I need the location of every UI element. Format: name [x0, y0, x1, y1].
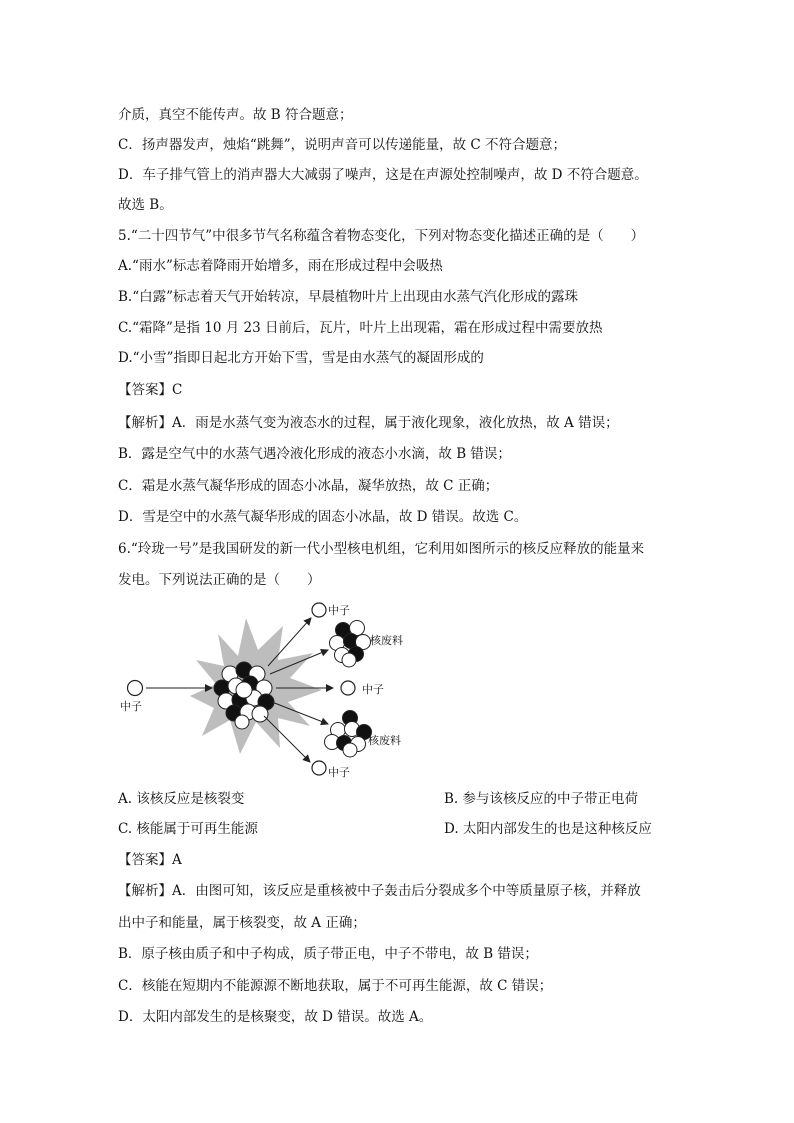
answer-6: 【答案】A	[118, 852, 182, 868]
option-5a: A.“雨水”标志着降雨开始增多，雨在形成过程中会吸热	[118, 258, 443, 274]
waste-upper-label: 核废料	[370, 634, 403, 647]
waste-lower-label: 核废料	[368, 734, 401, 747]
question-6-stem-cont: 发电。下列说法正确的是（ ）	[118, 572, 321, 588]
option-6d: D. 太阳内部发生的也是这种核反应	[444, 821, 652, 837]
question-5-stem: 5.“二十四节气”中很多节气名称蕴含着物态变化，下列对物态变化描述正确的是（ ）	[118, 228, 645, 244]
option-6a: A. 该核反应是核裂变	[118, 791, 245, 807]
neutron-top-label: 中子	[328, 604, 350, 617]
neutron-bottom-label: 中子	[328, 766, 350, 779]
option-6c: C. 核能属于可再生能源	[118, 821, 258, 837]
analysis-6-a: 【解析】A．由图可知，该反应是重核被中子轰击后分裂成多个中等质量原子核，并释放	[118, 883, 641, 899]
text-line: 故选 B。	[118, 197, 173, 213]
analysis-5-d: D．雪是空中的水蒸气凝华形成的固态小冰晶，故 D 错误。故选 C。	[118, 509, 528, 525]
incoming-neutron-icon	[128, 681, 143, 696]
analysis-5-b: B．露是空气中的水蒸气遇冷液化形成的液态小水滴，故 B 错误；	[118, 446, 511, 462]
analysis-6-b: B．原子核由质子和中子构成，质子带正电，中子不带电，故 B 错误；	[118, 946, 538, 962]
waste-nucleus-lower-icon	[325, 711, 372, 758]
neutron-bottom-icon	[312, 761, 326, 775]
neutron-middle-icon	[341, 681, 355, 695]
analysis-6-a-cont: 出中子和能量，属于核裂变，故 A 正确；	[118, 915, 366, 931]
fission-diagram	[118, 598, 438, 780]
analysis-6-c: C．核能在短期内不能源源不断地获取，属于不可再生能源，故 C 错误；	[118, 978, 553, 994]
waste-nucleus-upper-icon	[330, 621, 371, 668]
incoming-neutron-label: 中子	[120, 700, 142, 713]
neutron-middle-label: 中子	[362, 683, 384, 696]
option-5d: D.“小雪”指即日起北方开始下雪，雪是由水蒸气的凝固形成的	[118, 350, 484, 366]
option-6b: B. 参与该核反应的中子带正电荷	[444, 791, 639, 807]
answer-5: 【答案】C	[118, 382, 183, 398]
neutron-top-icon	[312, 603, 326, 617]
text-line: 介质，真空不能传声。故 B 符合题意；	[118, 107, 353, 123]
option-5c: C.“霜降”是指 10 月 23 日前后，瓦片，叶片上出现霜，霜在形成过程中需要放热	[118, 320, 603, 336]
analysis-5-c: C．霜是水蒸气凝华形成的固态小冰晶，凝华放热，故 C 正确；	[118, 478, 499, 494]
option-5b: B.“白露”标志着天气开始转凉，早晨植物叶片上出现由水蒸气汽化形成的露珠	[118, 289, 579, 305]
text-line: C．扬声器发声，烛焰“跳舞”，说明声音可以传递能量，故 C 不符合题意；	[118, 137, 567, 153]
question-6-stem: 6.“玲珑一号”是我国研发的新一代小型核电机组，它利用如图所示的核反应释放的能量来	[118, 541, 645, 557]
analysis-5-a: 【解析】A．雨是水蒸气变为液态水的过程，属于液化现象，液化放热，故 A 错误；	[118, 415, 619, 431]
analysis-6-d: D．太阳内部发生的是核聚变，故 D 错误。故选 A。	[118, 1009, 433, 1025]
text-line: D．车子排气管上的消声器大大减弱了噪声，这是在声源处控制噪声，故 D 不符合题意。	[118, 167, 648, 183]
